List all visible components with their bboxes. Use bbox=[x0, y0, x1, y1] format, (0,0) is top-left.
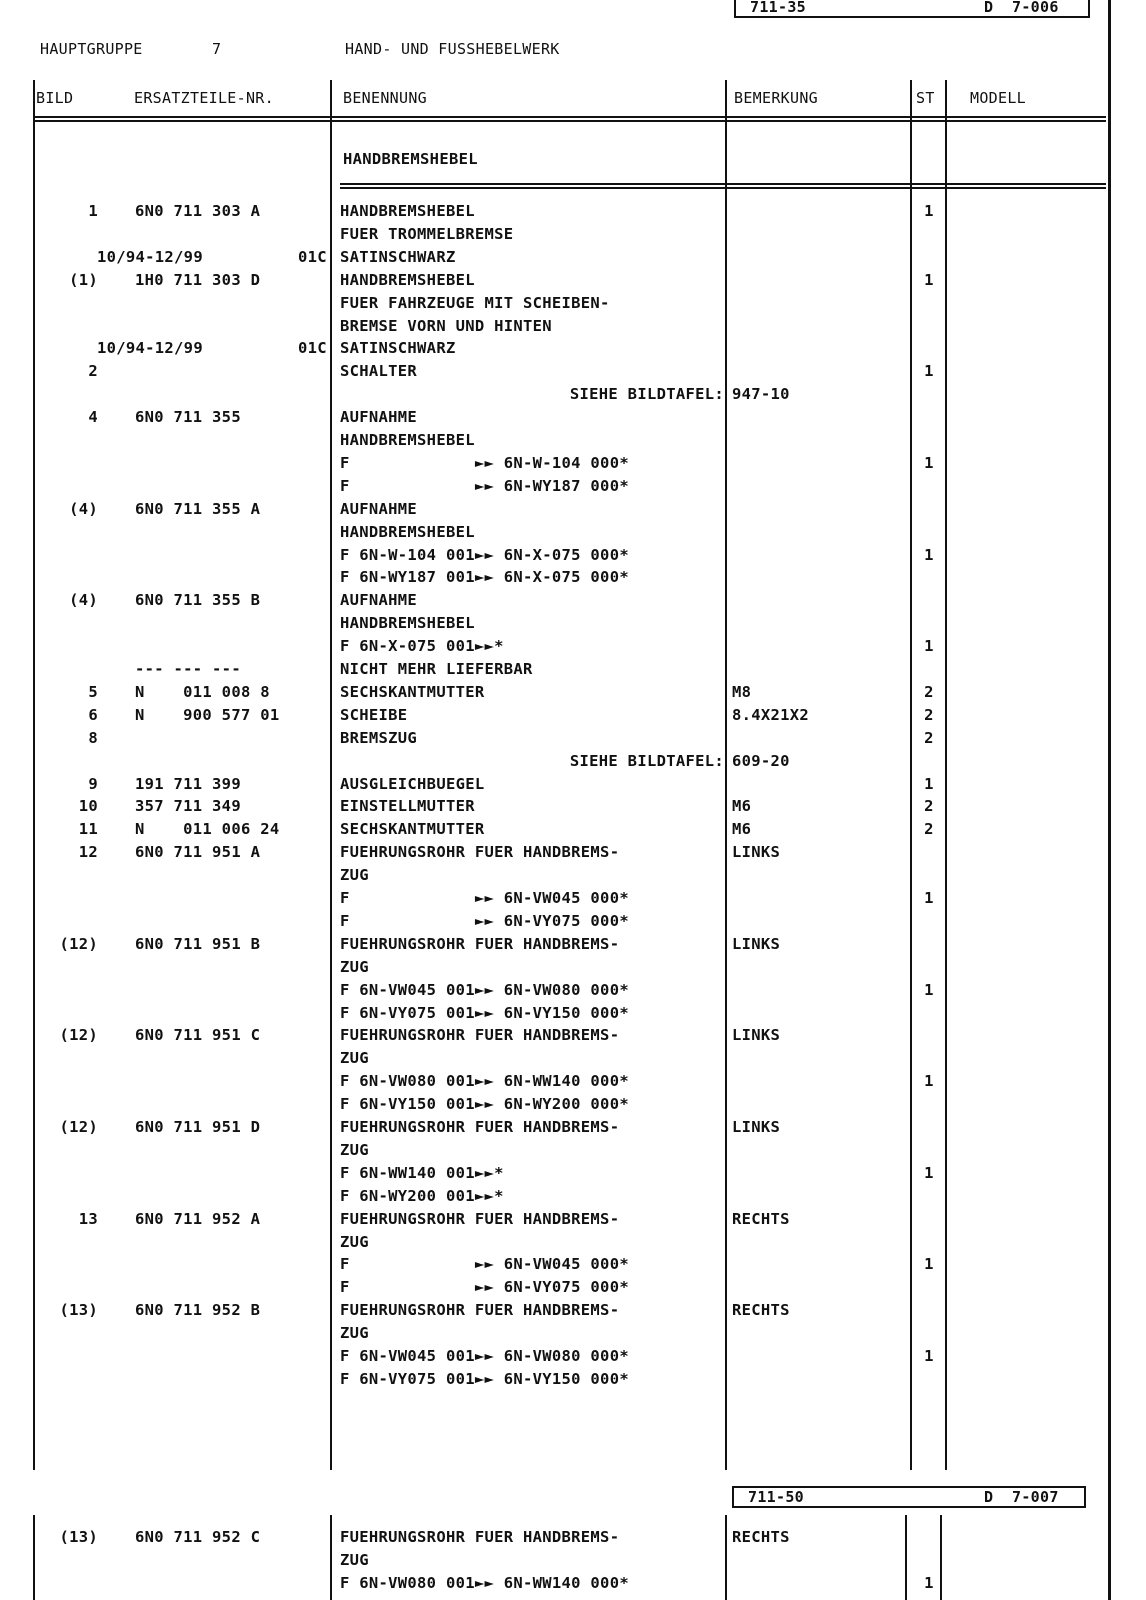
table-row bbox=[0, 544, 1146, 566]
part-name: F 6N-VY075 001►► 6N-VY150 000* bbox=[340, 1003, 629, 1022]
figure-number: (13) bbox=[59, 1301, 98, 1320]
remark: RECHTS bbox=[732, 1209, 790, 1228]
part-name: BREMSZUG bbox=[340, 728, 418, 747]
part-name: ZUG bbox=[340, 1324, 369, 1343]
part-name: FUER FAHRZEUGE MIT SCHEIBEN- bbox=[340, 293, 610, 312]
part-name: ZUG bbox=[340, 957, 369, 976]
table-row bbox=[0, 292, 1146, 314]
table-row bbox=[0, 498, 1146, 520]
table-row bbox=[0, 612, 1146, 634]
section-rule-1 bbox=[340, 183, 1106, 185]
remark: RECHTS bbox=[732, 1301, 790, 1320]
table-row bbox=[0, 727, 1146, 749]
figure-number: 8 bbox=[88, 728, 98, 747]
table-row bbox=[0, 1070, 1146, 1092]
part-number: 357 711 349 bbox=[135, 797, 241, 816]
part-name: F ►► 6N-W-104 000* bbox=[340, 453, 629, 472]
part-name: HANDBREMSHEBEL bbox=[340, 522, 475, 541]
quantity: 2 bbox=[924, 797, 934, 816]
part-name: SECHSKANTMUTTER bbox=[340, 682, 485, 701]
remark: M6 bbox=[732, 820, 752, 839]
table-row bbox=[0, 704, 1146, 726]
table-row bbox=[0, 956, 1146, 978]
validity-date: 10/94-12/99 bbox=[97, 247, 203, 266]
part-name: F 6N-WY200 001►►* bbox=[340, 1186, 504, 1205]
column-header-model: MODELL bbox=[970, 89, 1026, 107]
table-row bbox=[0, 635, 1146, 657]
part-number: 6N0 711 303 A bbox=[135, 202, 261, 220]
part-number: 6N0 711 355 bbox=[135, 408, 241, 427]
part-number: N 011 008 8 bbox=[135, 682, 270, 701]
remark: LINKS bbox=[732, 1118, 781, 1136]
part-name: F 6N-X-075 001►►* bbox=[340, 637, 504, 656]
part-name: F 6N-VW080 001►► 6N-WW140 000* bbox=[340, 1072, 629, 1091]
figure-number: (4) bbox=[69, 591, 98, 610]
table-row bbox=[0, 337, 1146, 359]
remark: M6 bbox=[732, 797, 752, 816]
color-code: 01C bbox=[298, 339, 327, 358]
quantity: 1 bbox=[924, 1347, 934, 1365]
table-row bbox=[0, 818, 1146, 840]
figure-number: 4 bbox=[88, 408, 98, 427]
quantity: 1 bbox=[924, 980, 934, 999]
validity-date: 10/94-12/99 bbox=[97, 339, 203, 358]
part-name: ZUG bbox=[340, 1232, 369, 1251]
part-name: F 6N-VY075 001►► 6N-VY150 000* bbox=[340, 1369, 629, 1388]
table-row bbox=[0, 1253, 1146, 1275]
part-number: N 900 577 01 bbox=[135, 705, 280, 724]
table-row bbox=[0, 1231, 1146, 1253]
table-row bbox=[0, 795, 1146, 817]
part-name: HANDBREMSHEBEL bbox=[340, 431, 475, 449]
part-name: HANDBREMSHEBEL bbox=[340, 614, 475, 633]
part-name: F ►► 6N-VY075 000* bbox=[340, 1278, 629, 1297]
cross-reference: SIEHE BILDTAFEL: bbox=[569, 385, 724, 404]
remark: 8.4X21X2 bbox=[732, 705, 810, 724]
reference-code: 711-50 bbox=[748, 1488, 804, 1506]
hauptgruppe-number: 7 bbox=[212, 40, 222, 58]
table-row bbox=[0, 452, 1146, 474]
table-row bbox=[0, 1526, 1146, 1548]
table-row bbox=[0, 1093, 1146, 1115]
hauptgruppe-label: HAUPTGRUPPE bbox=[40, 40, 143, 58]
table-row bbox=[0, 864, 1146, 886]
part-name: FUEHRUNGSROHR FUER HANDBREMS- bbox=[340, 934, 620, 953]
remark: M8 bbox=[732, 682, 752, 701]
part-name: SCHEIBE bbox=[340, 705, 408, 724]
table-row bbox=[0, 1162, 1146, 1184]
figure-number: (12) bbox=[59, 1118, 98, 1136]
part-number: 6N0 711 951 D bbox=[135, 1118, 261, 1136]
page-reference-bottom bbox=[732, 1486, 1086, 1508]
part-name: AUFNAHME bbox=[340, 499, 418, 518]
figure-number: 6 bbox=[88, 705, 98, 724]
table-row bbox=[0, 658, 1146, 680]
table-row bbox=[0, 1549, 1146, 1571]
table-row bbox=[0, 1276, 1146, 1298]
table-row bbox=[0, 383, 1146, 405]
part-name: ZUG bbox=[340, 866, 369, 885]
quantity: 1 bbox=[924, 774, 934, 793]
table-row bbox=[0, 773, 1146, 795]
column-header-name: BENENNUNG bbox=[343, 89, 427, 107]
section-title: HANDBREMSHEBEL bbox=[343, 150, 478, 168]
quantity: 2 bbox=[924, 705, 934, 724]
figure-number: (13) bbox=[59, 1528, 98, 1546]
part-name: F ►► 6N-VY075 000* bbox=[340, 911, 629, 930]
quantity: 2 bbox=[924, 682, 934, 701]
part-name: F 6N-VW080 001►► 6N-WW140 000* bbox=[340, 1573, 629, 1592]
part-name: AUFNAHME bbox=[340, 408, 418, 427]
part-name: BREMSE VORN UND HINTEN bbox=[340, 316, 552, 335]
table-row bbox=[0, 979, 1146, 1001]
quantity: 1 bbox=[924, 889, 934, 907]
quantity: 1 bbox=[924, 1163, 934, 1182]
part-name: NICHT MEHR LIEFERBAR bbox=[340, 660, 533, 678]
table-row bbox=[0, 1185, 1146, 1207]
table-row bbox=[0, 223, 1146, 245]
table-row bbox=[0, 681, 1146, 703]
section-rule-2 bbox=[340, 187, 1106, 189]
part-name: EINSTELLMUTTER bbox=[340, 797, 475, 816]
column-header-remark: BEMERKUNG bbox=[734, 89, 818, 107]
reference-page: D 7-006 bbox=[984, 0, 1059, 16]
hauptgruppe-title: HAND- UND FUSSHEBELWERK bbox=[345, 40, 560, 58]
figure-number: 1 bbox=[88, 202, 98, 220]
table-row bbox=[0, 910, 1146, 932]
quantity: 1 bbox=[924, 1072, 934, 1091]
part-name: SATINSCHWARZ bbox=[340, 247, 456, 266]
part-name: HANDBREMSHEBEL bbox=[340, 202, 475, 220]
color-code: 01C bbox=[298, 247, 327, 266]
part-number: 6N0 711 951 B bbox=[135, 934, 261, 953]
table-row bbox=[0, 200, 1146, 222]
column-header-part-number: ERSATZTEILE-NR. bbox=[134, 89, 274, 107]
table-row bbox=[0, 429, 1146, 451]
remark: RECHTS bbox=[732, 1528, 790, 1546]
quantity: 2 bbox=[924, 728, 934, 747]
table-row bbox=[0, 1345, 1146, 1367]
part-number: 1H0 711 303 D bbox=[135, 270, 261, 289]
part-name: F 6N-WY187 001►► 6N-X-075 000* bbox=[340, 568, 629, 587]
figure-number: 11 bbox=[78, 820, 98, 839]
remark: 609-20 bbox=[732, 751, 790, 770]
part-name: FUER TROMMELBREMSE bbox=[340, 224, 514, 243]
quantity: 1 bbox=[924, 453, 934, 472]
part-number: 191 711 399 bbox=[135, 774, 241, 793]
part-name: FUEHRUNGSROHR FUER HANDBREMS- bbox=[340, 1528, 620, 1546]
table-row bbox=[0, 315, 1146, 337]
part-name: ZUG bbox=[340, 1049, 369, 1068]
part-name: F 6N-WW140 001►►* bbox=[340, 1163, 504, 1182]
part-name: F 6N-VW045 001►► 6N-VW080 000* bbox=[340, 1347, 629, 1365]
figure-number: 5 bbox=[88, 682, 98, 701]
table-row bbox=[0, 246, 1146, 268]
reference-code: 711-35 bbox=[750, 0, 806, 16]
table-row bbox=[0, 589, 1146, 611]
part-number: 6N0 711 952 C bbox=[135, 1528, 261, 1546]
figure-number: (1) bbox=[69, 270, 98, 289]
table-row bbox=[0, 521, 1146, 543]
quantity: 1 bbox=[924, 1255, 934, 1274]
figure-number: 2 bbox=[88, 362, 98, 381]
part-name: FUEHRUNGSROHR FUER HANDBREMS- bbox=[340, 1301, 620, 1320]
quantity: 1 bbox=[924, 545, 934, 564]
quantity: 1 bbox=[924, 637, 934, 656]
table-row bbox=[0, 1002, 1146, 1024]
table-row bbox=[0, 1368, 1146, 1390]
table-row bbox=[0, 1299, 1146, 1321]
part-name: FUEHRUNGSROHR FUER HANDBREMS- bbox=[340, 1026, 620, 1045]
part-name: FUEHRUNGSROHR FUER HANDBREMS- bbox=[340, 1209, 620, 1228]
page-reference-top bbox=[734, 0, 1090, 18]
remark: LINKS bbox=[732, 843, 781, 862]
quantity: 2 bbox=[924, 820, 934, 839]
part-name: SECHSKANTMUTTER bbox=[340, 820, 485, 839]
part-name: HANDBREMSHEBEL bbox=[340, 270, 475, 289]
figure-number: 10 bbox=[78, 797, 98, 816]
part-number: 6N0 711 355 A bbox=[135, 499, 261, 518]
part-name: F ►► 6N-WY187 000* bbox=[340, 476, 629, 495]
figure-number: (12) bbox=[59, 934, 98, 953]
figure-number: 9 bbox=[88, 774, 98, 793]
quantity: 1 bbox=[924, 202, 934, 220]
part-number: --- --- --- bbox=[135, 660, 241, 678]
column-header-bild: BILD bbox=[36, 89, 74, 107]
table-row bbox=[0, 566, 1146, 588]
figure-number: 13 bbox=[78, 1209, 98, 1228]
table-row bbox=[0, 887, 1146, 909]
part-name: FUEHRUNGSROHR FUER HANDBREMS- bbox=[340, 843, 620, 862]
table-row bbox=[0, 1116, 1146, 1138]
quantity: 1 bbox=[924, 362, 934, 381]
part-name: SCHALTER bbox=[340, 362, 418, 381]
remark: LINKS bbox=[732, 1026, 781, 1045]
table-row bbox=[0, 1139, 1146, 1161]
part-name: FUEHRUNGSROHR FUER HANDBREMS- bbox=[340, 1118, 620, 1136]
remark: LINKS bbox=[732, 934, 781, 953]
table-row bbox=[0, 1047, 1146, 1069]
part-name: F 6N-VW045 001►► 6N-VW080 000* bbox=[340, 980, 629, 999]
figure-number: 12 bbox=[78, 843, 98, 862]
table-row bbox=[0, 1322, 1146, 1344]
table-row bbox=[0, 1572, 1146, 1594]
part-name: F 6N-W-104 001►► 6N-X-075 000* bbox=[340, 545, 629, 564]
part-number: 6N0 711 951 A bbox=[135, 843, 261, 862]
table-row bbox=[0, 750, 1146, 772]
table-row bbox=[0, 360, 1146, 382]
quantity: 1 bbox=[924, 270, 934, 289]
part-name: AUSGLEICHBUEGEL bbox=[340, 774, 485, 793]
figure-number: (4) bbox=[69, 499, 98, 518]
table-row bbox=[0, 1024, 1146, 1046]
table-row bbox=[0, 933, 1146, 955]
part-name: ZUG bbox=[340, 1550, 369, 1569]
part-number: 6N0 711 952 A bbox=[135, 1209, 261, 1228]
quantity: 1 bbox=[924, 1573, 934, 1592]
table-row bbox=[0, 406, 1146, 428]
table-row bbox=[0, 841, 1146, 863]
part-name: AUFNAHME bbox=[340, 591, 418, 610]
table-row bbox=[0, 269, 1146, 291]
part-name: SATINSCHWARZ bbox=[340, 339, 456, 358]
part-number: 6N0 711 952 B bbox=[135, 1301, 261, 1320]
column-header-quantity: ST bbox=[916, 89, 935, 107]
cross-reference: SIEHE BILDTAFEL: bbox=[569, 751, 724, 770]
part-name: F 6N-VY150 001►► 6N-WY200 000* bbox=[340, 1095, 629, 1114]
table-row bbox=[0, 475, 1146, 497]
remark: 947-10 bbox=[732, 385, 790, 404]
part-name: ZUG bbox=[340, 1140, 369, 1159]
part-number: 6N0 711 355 B bbox=[135, 591, 261, 610]
part-name: F ►► 6N-VW045 000* bbox=[340, 889, 629, 907]
reference-page: D 7-007 bbox=[984, 1488, 1059, 1506]
part-name: F ►► 6N-VW045 000* bbox=[340, 1255, 629, 1274]
part-number: 6N0 711 951 C bbox=[135, 1026, 261, 1045]
table-row bbox=[0, 1208, 1146, 1230]
figure-number: (12) bbox=[59, 1026, 98, 1045]
part-number: N 011 006 24 bbox=[135, 820, 280, 839]
